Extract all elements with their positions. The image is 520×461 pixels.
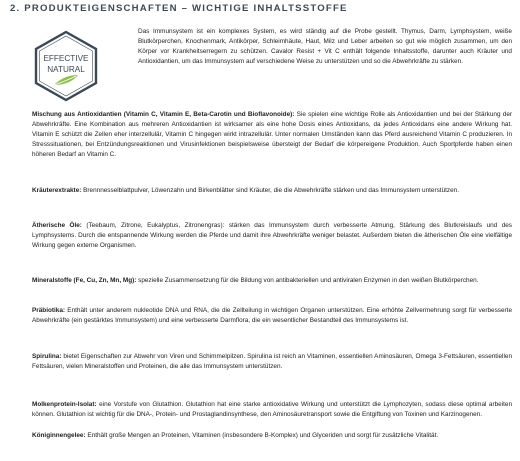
section-title: Mischung aus Antioxidantien (Vitamin C, Vitamin E, Beta-Carotin und Bioflavonoide): [32, 111, 295, 118]
badge-line-2: NATURAL [47, 65, 85, 74]
section-title: Präbiotika: [32, 307, 66, 314]
section-text: Brennnesselblattpulver, Löwenzahn und Birkenblätter sind Kräuter, die die Abwehrkräfte stärken und das Immunsystem unterstützen. [81, 187, 459, 194]
section-title: Ätherische Öle: [32, 222, 82, 229]
badge-line-1: EFFECTIVE [43, 54, 89, 63]
section-text: eine Vorstufe von Glutathion. Glutathion hat eine starke antioxidative Wirkung und unterstützt die Lymphozyten, sodass diese optimal arbeiten können. Glutathion ist wichtig für die DNA-, Protein- und Prostaglandinsynthese, den Aminosäuretransport sowie die Entgiftung von Toxinen und Karzinogenen. [32, 401, 512, 418]
section-antioxidants [32, 110, 512, 160]
section-heading: 2. PRODUKTEIGENSCHAFTEN – WICHTIGE INHALTSSTOFFE [10, 3, 348, 14]
section-text: (Teebaum, Zitrone, Eukalyptus, Zitronengras): stärken das Immunsystem durch verbesserte Atmung, Stärkung des Blutkreislaufs und des Lymphsystems. Durch die entspannende Wirkung werden die Pferde und damit ihre Abwehrkräfte weniger belastet. Außerdem bieten die ätherischen Öle eine vielfältige Wirkung gegen externe Organismen. [32, 222, 512, 249]
section-text: bietet Eigenschaften zur Abwehr von Viren und Schimmelpilzen. Spirulina ist reich an Vitaminen, essentiellen Aminosäuren, Omega 3-Fettsäuren, essentiellen Fettsäuren, vielen Mineralstoffen und Proteinen, die alle das Immunsystem unterstützen. [32, 353, 512, 370]
section-spirulina [32, 352, 512, 372]
section-text: Enthält unter anderem nukleotide DNA und RNA, die die Zellteilung in wichtigen Organen unterstützen. Eine erhöhte Zellvermehrung sorgt für verbesserte Abwehrkräfte (ein gestärktes Immunsystem) und eine verbesserte Darmflora, die ein wesentlicher Bestandteil des Immunsystems ist. [32, 307, 512, 324]
intro-paragraph: Das Immunsystem ist ein komplexes System, es wird ständig auf die Probe gestellt. Thymus, Darm, Lymphsystem, weiße Blutkörperchen, Knochenmark, Antikörper, Schleimhäute, Haut, Milz und Leber arbeiten so gut wie möglich zusammen, um den Körper vor Krankheitserregern zu schützen. Cavalor Resist + Vit C enthält folgende Inhaltsstoffe, darunter auch Kräuter und Antioxidantien, um das Immunsystem auf verschiedene Weise zu unterstützen und so die Abwehrkräfte zu stärken. [138, 28, 512, 65]
section-title: Spirulina: [32, 353, 62, 360]
section-text: spezielle Zusammensetzung für die Bildung von antibakteriellen und antiviralen Enzymen in den weißen Blutkörperchen. [136, 277, 479, 284]
section-title: Kräuterextrakte: [32, 187, 82, 194]
effective-natural-badge-icon [30, 30, 102, 102]
section-text: Enthält große Mengen an Proteinen, Vitaminen (insbesondere B-Komplex) und Glyceriden und sorgt für zusätzliche Vitalität. [85, 432, 439, 439]
section-title: Königinnengelee: [32, 432, 86, 439]
section-title: Mineralstoffe (Fe, Cu, Zn, Mn, Mg): [32, 277, 137, 284]
section-text: Sie spielen eine wichtige Rolle als Antioxidantien und bei der Stärkung der Abwehrkräfte. Eine Kombination aus mehreren Antioxidantien ist wirksamer als eine hohe Dosis eines Antioxidans, da jedes Antioxidans eine andere Wirkung hat. Vitamin E schützt die Zellen eher interzellulär, Vitamin C hingegen wirkt intrazellulär. Unter normalen Umständen kann das Pferd ausreichend Vitamin C produzieren. In Stresssituationen, bei Entzündungsreaktionen und Virusinfektionen beispielsweise übersteigt der Bedarf die körpereigene Produktion. Auch Sportpferde haben einen höheren Bedarf an Vitamin C. [32, 111, 512, 158]
section-whey-protein [32, 400, 512, 420]
section-title: Molkenprotein-Isolat: [32, 401, 97, 408]
section-prebiotics [32, 306, 512, 326]
section-essential-oils [32, 221, 512, 251]
section-royal-jelly [32, 431, 512, 441]
section-herbal-extracts [32, 186, 512, 196]
section-minerals [32, 276, 512, 286]
